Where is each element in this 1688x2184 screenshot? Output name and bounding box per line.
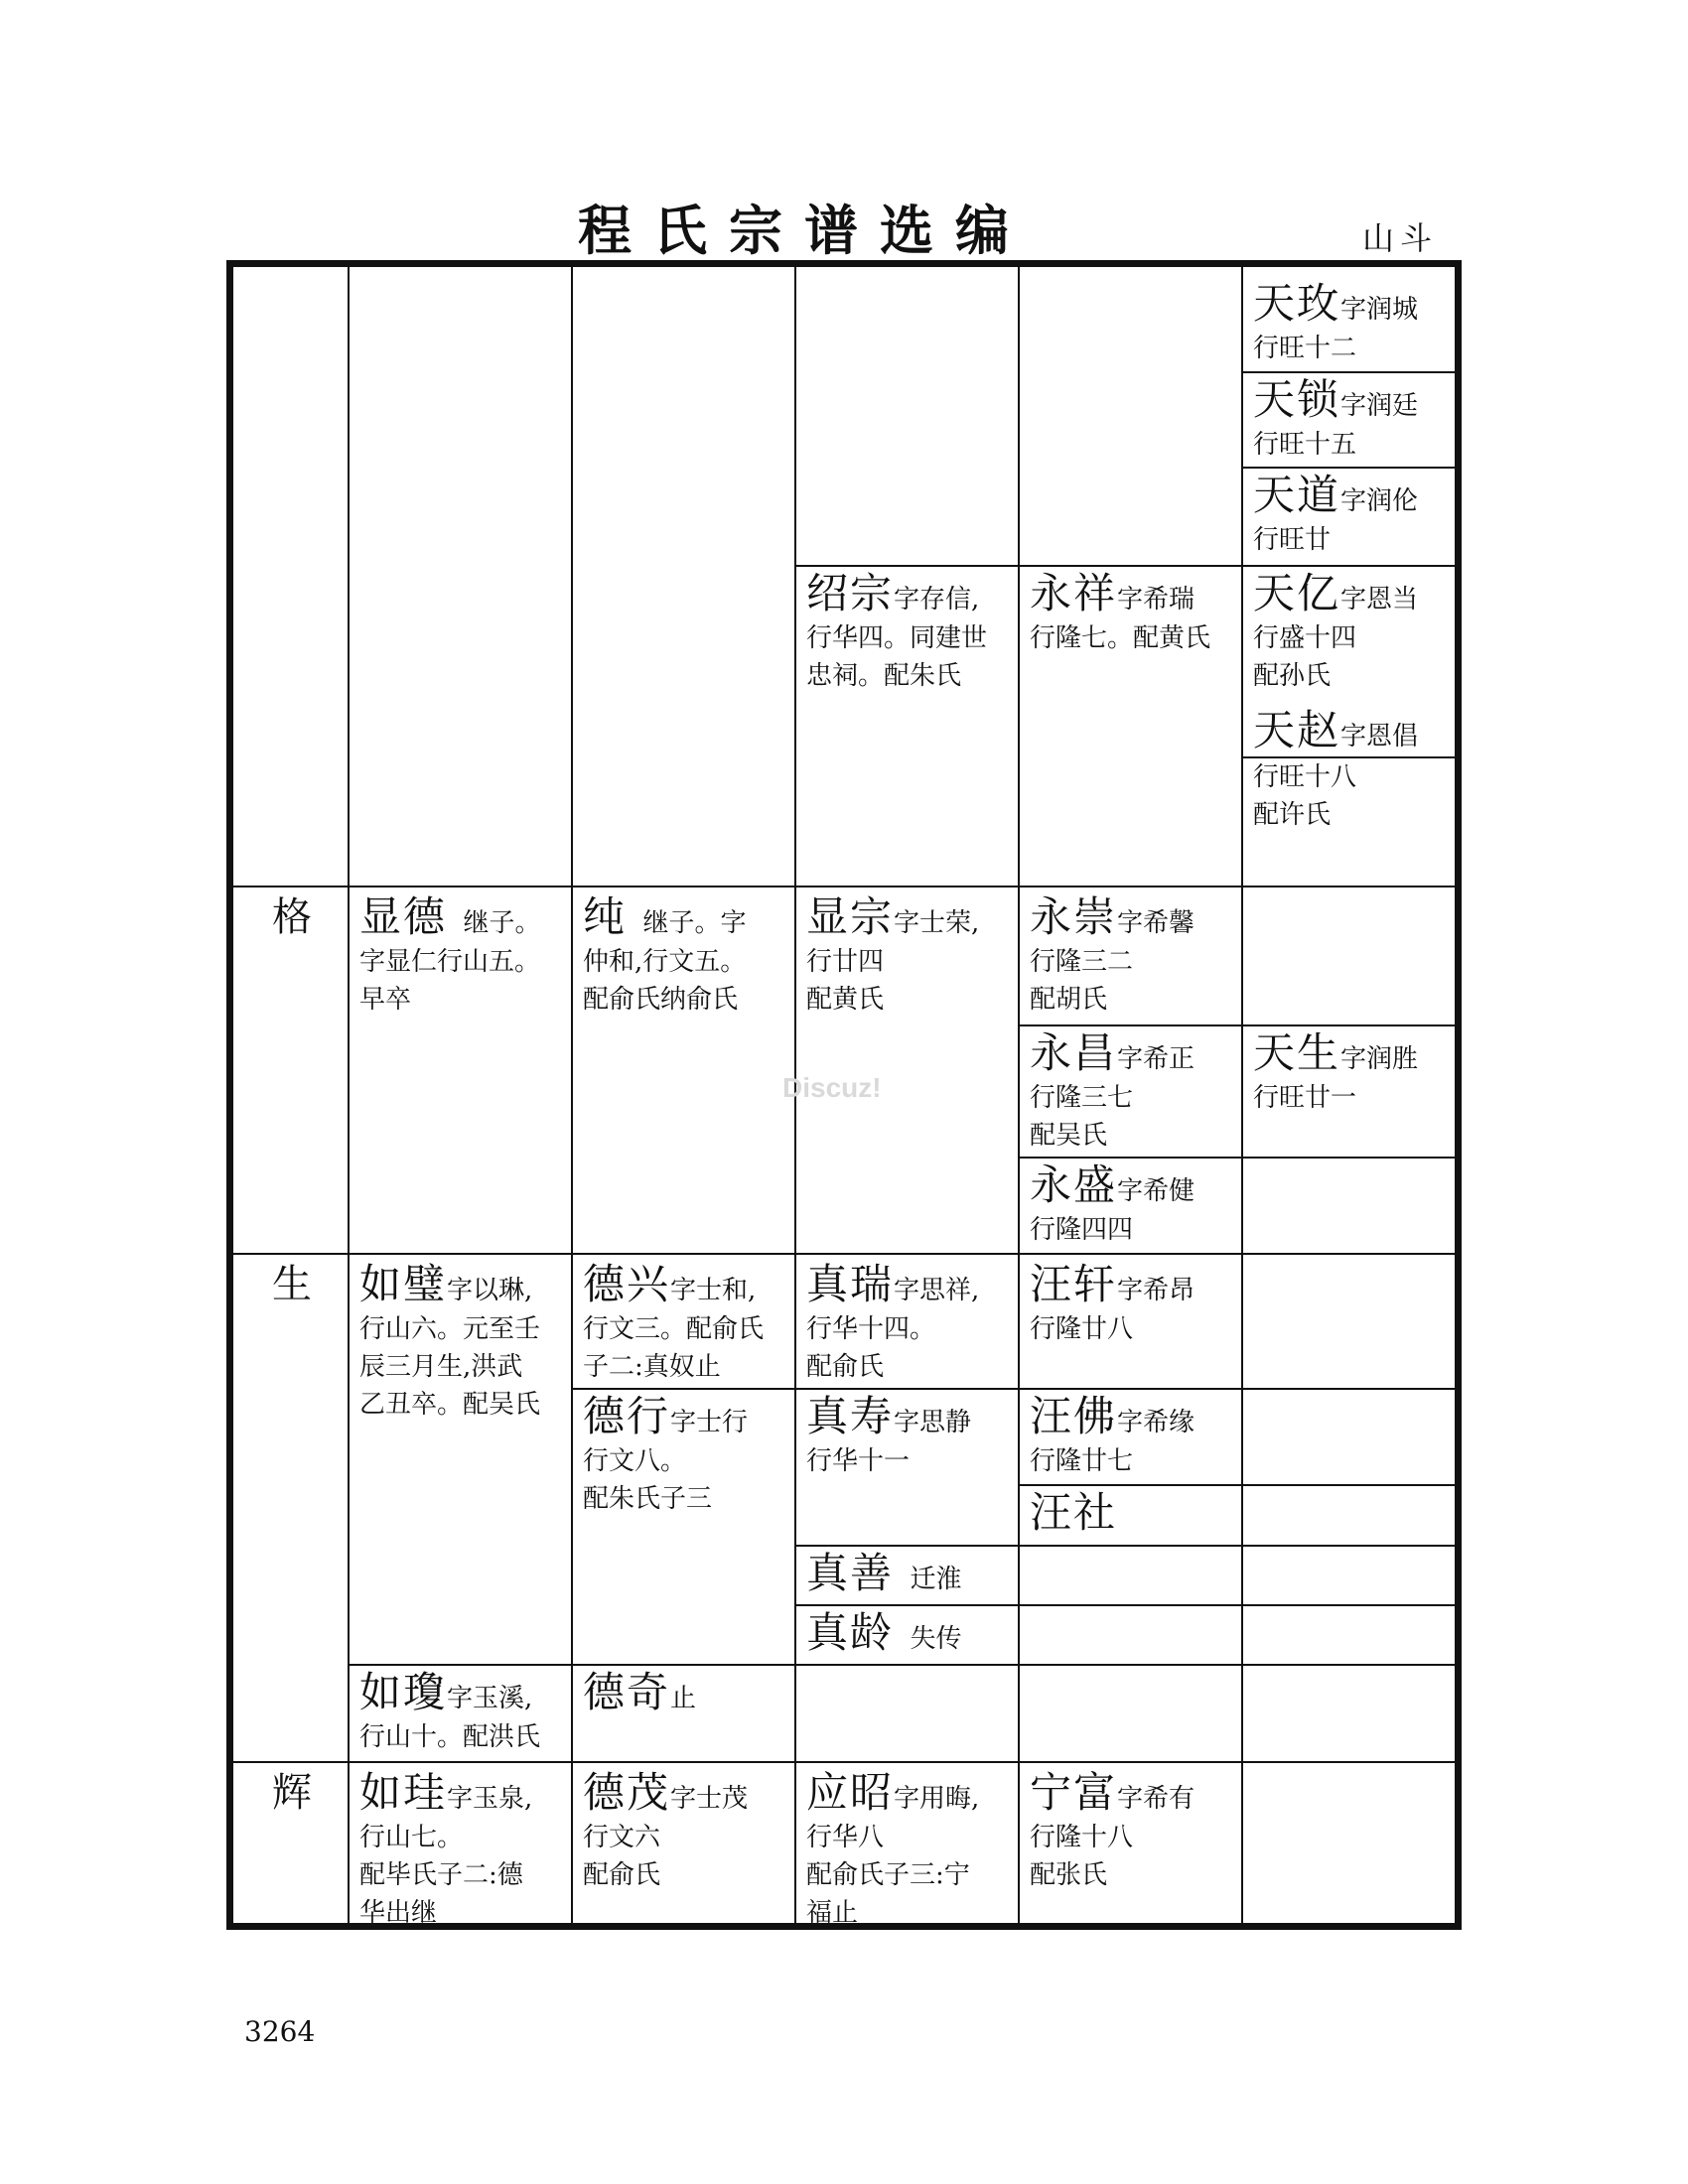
person-detail: 乙丑卒。配吴氏 — [359, 1390, 541, 1420]
person-detail: 配张氏 — [1030, 1860, 1108, 1890]
genealogy-entry — [1253, 470, 1452, 559]
person-detail: 行华八 — [806, 1823, 885, 1852]
person-detail: 行隆十八 — [1030, 1823, 1134, 1852]
row-divider — [1018, 1024, 1456, 1026]
person-name: 德茂 — [583, 1768, 671, 1817]
person-name: 天亿 — [1253, 569, 1341, 617]
person-name: 如瓊 — [359, 1668, 448, 1716]
person-note: 继子。 — [463, 908, 541, 938]
person-note: 继子。字 — [642, 908, 747, 938]
person-note: 字士行 — [670, 1408, 749, 1437]
person-detail: 配俞氏 — [583, 1860, 661, 1890]
person-name: 真龄 — [806, 1608, 895, 1657]
genealogy-entry — [806, 1391, 1015, 1480]
person-detail: 行旺廿 — [1253, 525, 1332, 555]
genealogy-entry — [583, 1259, 791, 1386]
person-name: 如珪 — [359, 1768, 448, 1817]
person-name: 汪佛 — [1030, 1392, 1118, 1440]
person-detail: 配俞氏子三:宁 — [806, 1860, 970, 1890]
person-name: 永崇 — [1030, 892, 1118, 941]
row-divider — [794, 565, 1456, 567]
person-name: 天道 — [1253, 471, 1341, 519]
person-detail: 配俞氏 — [806, 1352, 885, 1382]
genealogy-entry — [1253, 758, 1452, 834]
person-detail: 行隆廿七 — [1030, 1446, 1134, 1476]
genealogy-entry — [583, 891, 791, 1019]
person-detail: 字显仁行山五。 — [359, 947, 541, 977]
person-note: 字以琳, — [447, 1276, 533, 1305]
genealogy-entry — [806, 1548, 1015, 1599]
person-note: 字希缘 — [1117, 1408, 1196, 1437]
person-detail: 行旺十五 — [1253, 430, 1357, 460]
person-note: 字恩倡 — [1340, 722, 1419, 751]
person-name: 应昭 — [806, 1768, 895, 1817]
genealogy-entry — [1253, 1027, 1452, 1117]
person-note: 字思祥, — [894, 1276, 980, 1305]
genealogy-entry — [1030, 1391, 1238, 1480]
person-note: 迁淮 — [910, 1565, 962, 1594]
genealogy-entry — [806, 1767, 1015, 1932]
person-detail: 行华四。同建世 — [806, 623, 988, 653]
person-detail: 行旺十二 — [1253, 334, 1357, 363]
genealogy-entry — [1253, 374, 1452, 464]
person-name: 汪社 — [1030, 1488, 1118, 1537]
person-name: 如璧 — [359, 1260, 448, 1308]
person-note: 字希瑞 — [1117, 585, 1196, 614]
person-name: 纯 — [583, 892, 628, 941]
genealogy-entry — [806, 1259, 1015, 1386]
genealogy-entry — [359, 891, 568, 1019]
genealogy-entry — [1030, 891, 1238, 1019]
person-note: 字希馨 — [1117, 908, 1196, 938]
person-detail: 仲和,行文五。 — [583, 947, 747, 977]
person-name: 天生 — [1253, 1028, 1341, 1077]
person-name: 宁富 — [1030, 1768, 1118, 1817]
row-divider — [1018, 1157, 1456, 1159]
column-divider — [571, 266, 573, 1924]
genealogy-entry — [806, 568, 1015, 695]
person-name: 真善 — [806, 1549, 895, 1597]
person-detail: 行旺廿一 — [1253, 1083, 1357, 1113]
person-note: 失传 — [910, 1624, 962, 1654]
genealogy-entry — [1030, 1767, 1238, 1894]
row-divider — [571, 1388, 1456, 1390]
person-detail: 配黄氏 — [806, 985, 885, 1015]
row-divider — [1241, 467, 1456, 469]
person-detail: 忠祠。配朱氏 — [806, 661, 962, 691]
genealogy-entry — [806, 1607, 1015, 1659]
person-name: 天玫 — [1253, 279, 1341, 328]
person-note: 字希健 — [1117, 1176, 1196, 1206]
person-detail: 福止 — [806, 1898, 859, 1928]
genealogy-entry — [359, 1667, 568, 1756]
generation-label: 辉 — [272, 1770, 312, 1816]
person-detail: 行山六。元至壬 — [359, 1314, 541, 1344]
genealogy-entry — [583, 1667, 791, 1718]
person-note: 字用晦, — [894, 1784, 980, 1814]
person-note: 止 — [670, 1684, 697, 1713]
row-divider — [794, 1545, 1456, 1547]
genealogy-entry — [583, 1391, 791, 1518]
person-name: 永祥 — [1030, 569, 1118, 617]
column-divider — [1018, 266, 1020, 1924]
generation-label: 格 — [272, 894, 312, 940]
generation-label: 生 — [272, 1262, 312, 1307]
person-note: 字存信, — [894, 585, 980, 614]
row-divider — [1241, 371, 1456, 373]
person-detail: 配毕氏子二:德 — [359, 1860, 523, 1890]
person-name: 德奇 — [583, 1668, 671, 1716]
watermark: Discuz! — [782, 1072, 882, 1103]
person-detail: 配孙氏 — [1253, 661, 1332, 691]
person-note: 字恩当 — [1340, 585, 1419, 614]
column-divider — [348, 266, 350, 1924]
genealogy-entry — [359, 1767, 568, 1932]
genealogy-entry — [1253, 705, 1452, 756]
person-note: 字希昂 — [1117, 1276, 1196, 1305]
person-name: 天赵 — [1253, 706, 1341, 754]
person-name: 德兴 — [583, 1260, 671, 1308]
person-detail: 辰三月生,洪武 — [359, 1352, 523, 1382]
person-detail: 子二:真奴止 — [583, 1352, 721, 1382]
genealogy-entry — [359, 1259, 568, 1424]
person-name: 汪轩 — [1030, 1260, 1118, 1308]
person-detail: 行文三。配俞氏 — [583, 1314, 765, 1344]
genealogy-entry — [806, 891, 1015, 1019]
person-detail: 行隆三二 — [1030, 947, 1134, 977]
person-note: 字思静 — [894, 1408, 972, 1437]
person-note: 字润胜 — [1340, 1044, 1419, 1074]
row-divider — [794, 1604, 1456, 1606]
row-divider — [1018, 1484, 1456, 1486]
person-detail: 行文八。 — [583, 1446, 687, 1476]
genealogy-entry — [1030, 568, 1238, 657]
person-note: 字玉溪, — [447, 1684, 533, 1713]
page-number: 3264 — [244, 2015, 316, 2048]
person-detail: 配俞氏纳俞氏 — [583, 985, 739, 1015]
page-title: 程氏宗谱选编 — [578, 199, 1031, 262]
person-name: 永昌 — [1030, 1028, 1118, 1077]
person-detail: 行隆三七 — [1030, 1083, 1134, 1113]
genealogy-entry — [1253, 568, 1452, 695]
person-detail: 行隆四四 — [1030, 1215, 1134, 1245]
genealogy-entry — [1030, 1027, 1238, 1155]
genealogy-entry — [1030, 1487, 1238, 1539]
person-note: 字士荣, — [894, 908, 980, 938]
person-note: 字希正 — [1117, 1044, 1196, 1074]
genealogy-entry — [1253, 278, 1452, 367]
person-detail: 行文六 — [583, 1823, 661, 1852]
person-name: 显德 — [359, 892, 448, 941]
row-divider — [232, 886, 1456, 887]
person-detail: 华出继 — [359, 1898, 438, 1928]
person-detail: 行隆七。配黄氏 — [1030, 623, 1211, 653]
person-note: 字润城 — [1340, 295, 1419, 325]
person-note: 字士茂 — [670, 1784, 749, 1814]
person-name: 德行 — [583, 1392, 671, 1440]
person-note: 字希有 — [1117, 1784, 1196, 1814]
person-note: 字润伦 — [1340, 486, 1419, 516]
person-name: 绍宗 — [806, 569, 895, 617]
person-detail: 行山十。配洪氏 — [359, 1722, 541, 1752]
person-detail: 配吴氏 — [1030, 1121, 1108, 1151]
branch-name: 山斗 — [1362, 219, 1439, 257]
person-note: 字玉泉, — [447, 1784, 533, 1814]
person-name: 真瑞 — [806, 1260, 895, 1308]
row-divider — [232, 1253, 1456, 1255]
person-detail: 行山七。 — [359, 1823, 464, 1852]
person-name: 永盛 — [1030, 1160, 1118, 1209]
person-note: 字士和, — [670, 1276, 757, 1305]
person-detail: 行华十四。 — [806, 1314, 936, 1344]
column-divider — [1241, 266, 1243, 1924]
person-detail: 早卒 — [359, 985, 412, 1015]
person-name: 天锁 — [1253, 375, 1341, 424]
person-name: 真寿 — [806, 1392, 895, 1440]
person-detail: 行华十一 — [806, 1446, 911, 1476]
person-detail: 行隆廿八 — [1030, 1314, 1134, 1344]
row-divider — [348, 1664, 1456, 1666]
row-divider — [232, 1761, 1456, 1763]
genealogy-entry — [1030, 1160, 1238, 1249]
person-detail: 配许氏 — [1253, 800, 1332, 830]
person-detail: 行廿四 — [806, 947, 885, 977]
genealogy-entry — [583, 1767, 791, 1894]
genealogy-entry — [1030, 1259, 1238, 1348]
person-name: 显宗 — [806, 892, 895, 941]
person-detail: 行盛十四 — [1253, 623, 1357, 653]
person-detail: 行旺十八 — [1253, 762, 1357, 792]
person-detail: 配朱氏子三 — [583, 1484, 713, 1514]
person-detail: 配胡氏 — [1030, 985, 1108, 1015]
person-note: 字润廷 — [1340, 391, 1419, 421]
